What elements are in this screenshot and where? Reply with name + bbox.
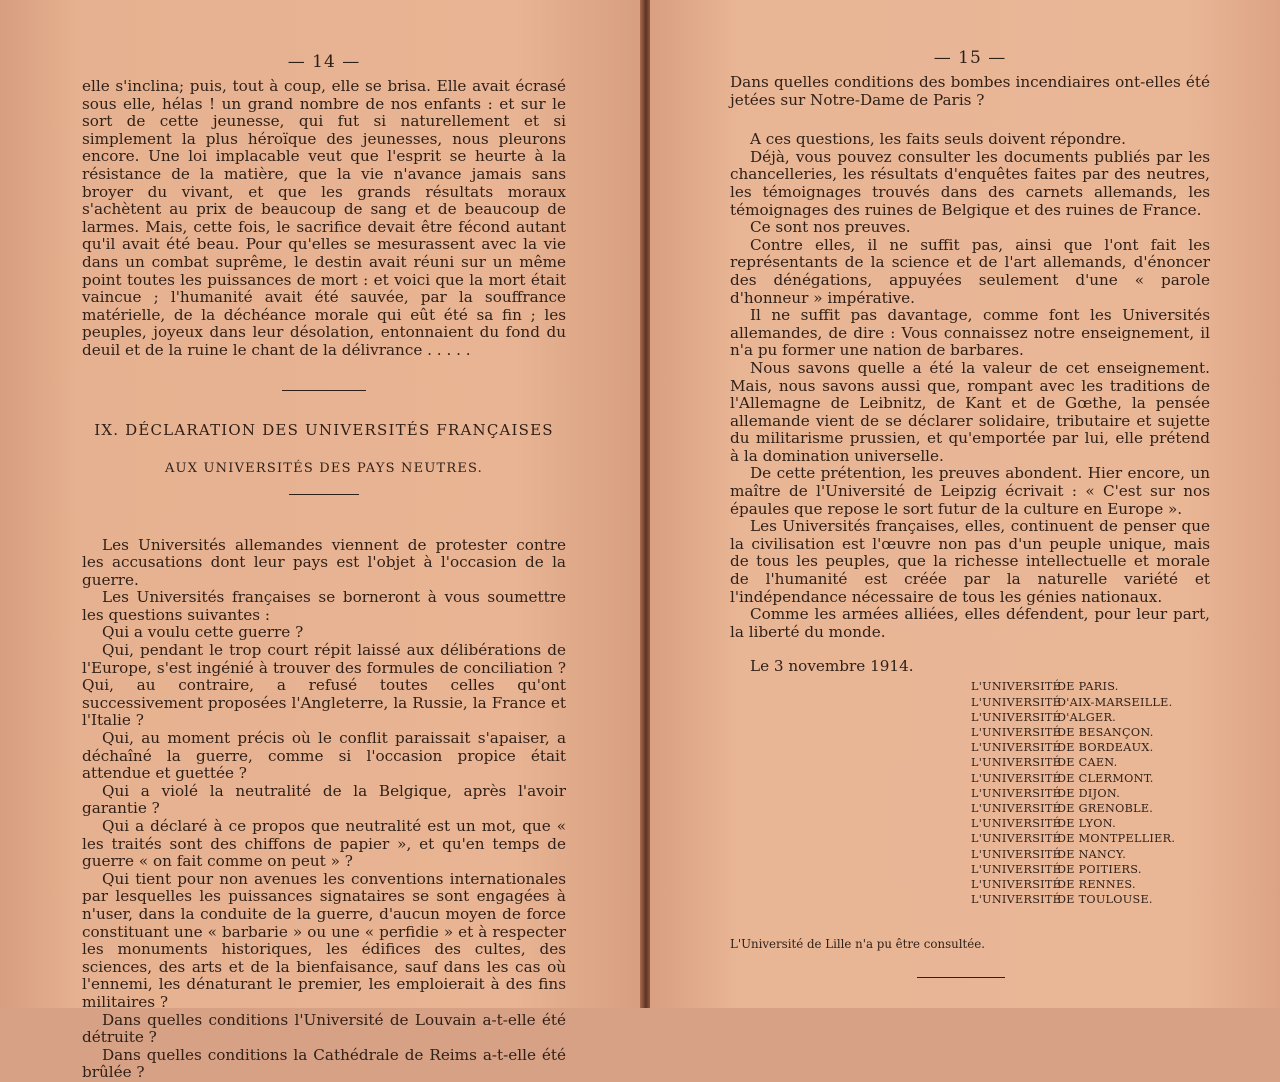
paragraph: Contre elles, il ne suffit pas, ainsi que l'ont fait les représentants de la science et de l'art allemands, d'énoncer des dénégations, appuyées seulement d'une « parole d'honneur » impérative. <box>730 235 1210 307</box>
paragraph: elle s'inclina; puis, tout à coup, elle se brisa. Elle avait écrasé sous elle, hélas ! un grand nombre de nos enfants : et sur le sort de cette jeunesse, qui fut si naturellement et si simplement la plus héroïque des jeunesses, nous pleurons encore. Une loi implacable veut que l'esprit se heurte à la résistance de la matière, que la vie n'avance jamais sans broyer du vivant, et que les grands résultats moraux s'achètent au prix de beaucoup de sang et de beaucoup de larmes. Mais, cette fois, le sacrifice devait être fécond autant qu'il avait été beau. Pour qu'elles se mesurassent avec la vie dans un combat suprême, le destin avait réuni sur un même point toutes les puissances de mort : et voici que la mort était vaincue ; l'humanité avait été sauvée, par la souffrance matérielle, de la déchéance morale qui eût été sa fin ; les peuples, joyeux dans leur désolation, entonnaient du fond du deuil et de la ruine le chant de la délivrance . . . . . <box>82 77 566 359</box>
signatory: L'UNIVERSITÉDE TOULOUSE. <box>971 893 1153 907</box>
paragraph: Qui a violé la neutralité de la Belgique, après l'avoir garantie ? <box>82 781 566 818</box>
paragraph: Il ne suffit pas davantage, comme font les Universités allemandes, de dire : Vous connaissez notre enseignement, il n'a pu former une nation de barbares. <box>730 306 1210 360</box>
paragraph: Qui tient pour non avenues les conventions internationales par lesquelles les puissances signataires se sont engagées à n'user, dans la conduite de la guerre, d'aucun moyen de force constituant une « barbarie » ou une « perfidie » et à respecter les monuments historiques, les édifices des cultes, des sciences, des arts et de la bienfaisance, sauf dans les cas où l'ennemi, les dénaturant le premier, les emploierait à des fins militaires ? <box>82 869 566 1011</box>
paragraph: Les Universités françaises se borneront à vous soumettre les questions suivantes : <box>82 588 566 624</box>
paragraph: Les Universités françaises, elles, continuent de penser que la civilisation est l'œuvre non pas d'un peuple unique, mais de tous les peuples, que la richesse intellectuelle et morale de l'humanité est créée par la naturelle variété et l'indépendance nécessaire de tous les génies nationaux. <box>730 517 1210 606</box>
signatory: L'UNIVERSITÉDE LYON. <box>971 817 1116 831</box>
paragraph: Qui a déclaré à ce propos que neutralité est un mot, que « les traités sont des chiffons de papier », et qu'en temps de guerre « on fait comme on peut » ? <box>82 817 566 871</box>
paragraph: Dans quelles conditions la Cathédrale de Reims a-t-elle été brûlée ? <box>82 1045 566 1082</box>
paragraph: Qui, au moment précis où le conflit paraissait s'apaiser, a déchaîné la guerre, comme si l'occasion propice était attendue et guettée ? <box>82 729 566 783</box>
signatory: L'UNIVERSITÉDE RENNES. <box>971 878 1136 892</box>
paragraph: Dans quelles conditions l'Université de Louvain a-t-elle été détruite ? <box>82 1010 566 1047</box>
page-number: — 14 — <box>287 52 361 72</box>
signatory: L'UNIVERSITÉDE GRENOBLE. <box>971 802 1154 816</box>
paragraph: Déjà, vous pouvez consulter les documents publiés par les chancelleries, les résultats d'enquêtes faites par des neutres, les témoignages trouvés dans des carnets allemands, les témoignages des ruines de Belgique et des ruines de France. <box>730 147 1210 219</box>
signatory: L'UNIVERSITÉDE CAEN. <box>971 756 1118 770</box>
paragraph: Les Universités allemandes viennent de protester contre les accusations dont leur pays est l'objet à l'occasion de la guerre. <box>82 535 566 589</box>
paragraph: Comme les armées alliées, elles défendent, pour leur part, la liberté du monde. <box>730 605 1210 641</box>
signatory: L'UNIVERSITÉDE PARIS. <box>971 680 1119 694</box>
paragraph: Nous savons quelle a été la valeur de cet enseignement. Mais, nous savons aussi que, rompant avec les traditions de l'Allemagne de Leibnitz, de Kant et de Gœthe, la pensée allemande vient de se déclarer solidaire, tributaire et sujette du militarisme prussien, et qu'emportée par lui, elle prétend à la domination universelle. <box>730 358 1210 465</box>
signatory: L'UNIVERSITÉDE CLERMONT. <box>971 771 1154 785</box>
footnote: L'Université de Lille n'a pu être consultée. <box>730 937 985 952</box>
signatory: L'UNIVERSITÉDE BESANÇON. <box>971 726 1154 740</box>
section-title: IX. DÉCLARATION DES UNIVERSITÉS FRANÇAISES <box>94 420 554 439</box>
paragraph: Qui a voulu cette guerre ? <box>102 623 304 642</box>
signatory: L'UNIVERSITÉDE NANCY. <box>971 847 1127 861</box>
page-15 <box>650 0 1280 1008</box>
signatory: L'UNIVERSITÉD'AIX-MARSEILLE. <box>971 695 1173 709</box>
page-number: — 15 — <box>933 48 1007 68</box>
signatory: L'UNIVERSITÉD'ALGER. <box>971 710 1117 724</box>
signatory: L'UNIVERSITÉDE BORDEAUX. <box>971 741 1154 755</box>
signatory: L'UNIVERSITÉDE MONTPELLIER. <box>971 832 1176 846</box>
signatory: L'UNIVERSITÉDE DIJON. <box>971 786 1121 800</box>
paragraph: Ce sont nos preuves. <box>750 218 911 237</box>
section-subtitle: AUX UNIVERSITÉS DES PAYS NEUTRES. <box>164 460 484 476</box>
paragraph: A ces questions, les faits seuls doivent répondre. <box>750 130 1126 149</box>
divider <box>289 494 359 495</box>
paragraph: Dans quelles conditions des bombes incendiaires ont-elles été jetées sur Notre-Dame de Paris ? <box>730 73 1210 109</box>
signatory-list <box>971 679 1210 907</box>
signature-date: Le 3 novembre 1914. <box>750 657 914 676</box>
paragraph: Qui, pendant le trop court répit laissé aux délibérations de l'Europe, s'est ingénié à trouver des formules de conciliation ? Qui, au contraire, a refusé toutes celles qu'ont successivement proposées l'Angleterre, la Russie, la France et l'Italie ? <box>82 641 566 730</box>
divider <box>282 390 366 391</box>
signatory: L'UNIVERSITÉDE POITIERS. <box>971 862 1142 876</box>
divider <box>917 977 1005 978</box>
paragraph: De cette prétention, les preuves abondent. Hier encore, un maître de l'Université de Leipzig écrivait : « C'est sur nos épaules que repose le sort futur de la culture en Europe ». <box>730 464 1210 518</box>
